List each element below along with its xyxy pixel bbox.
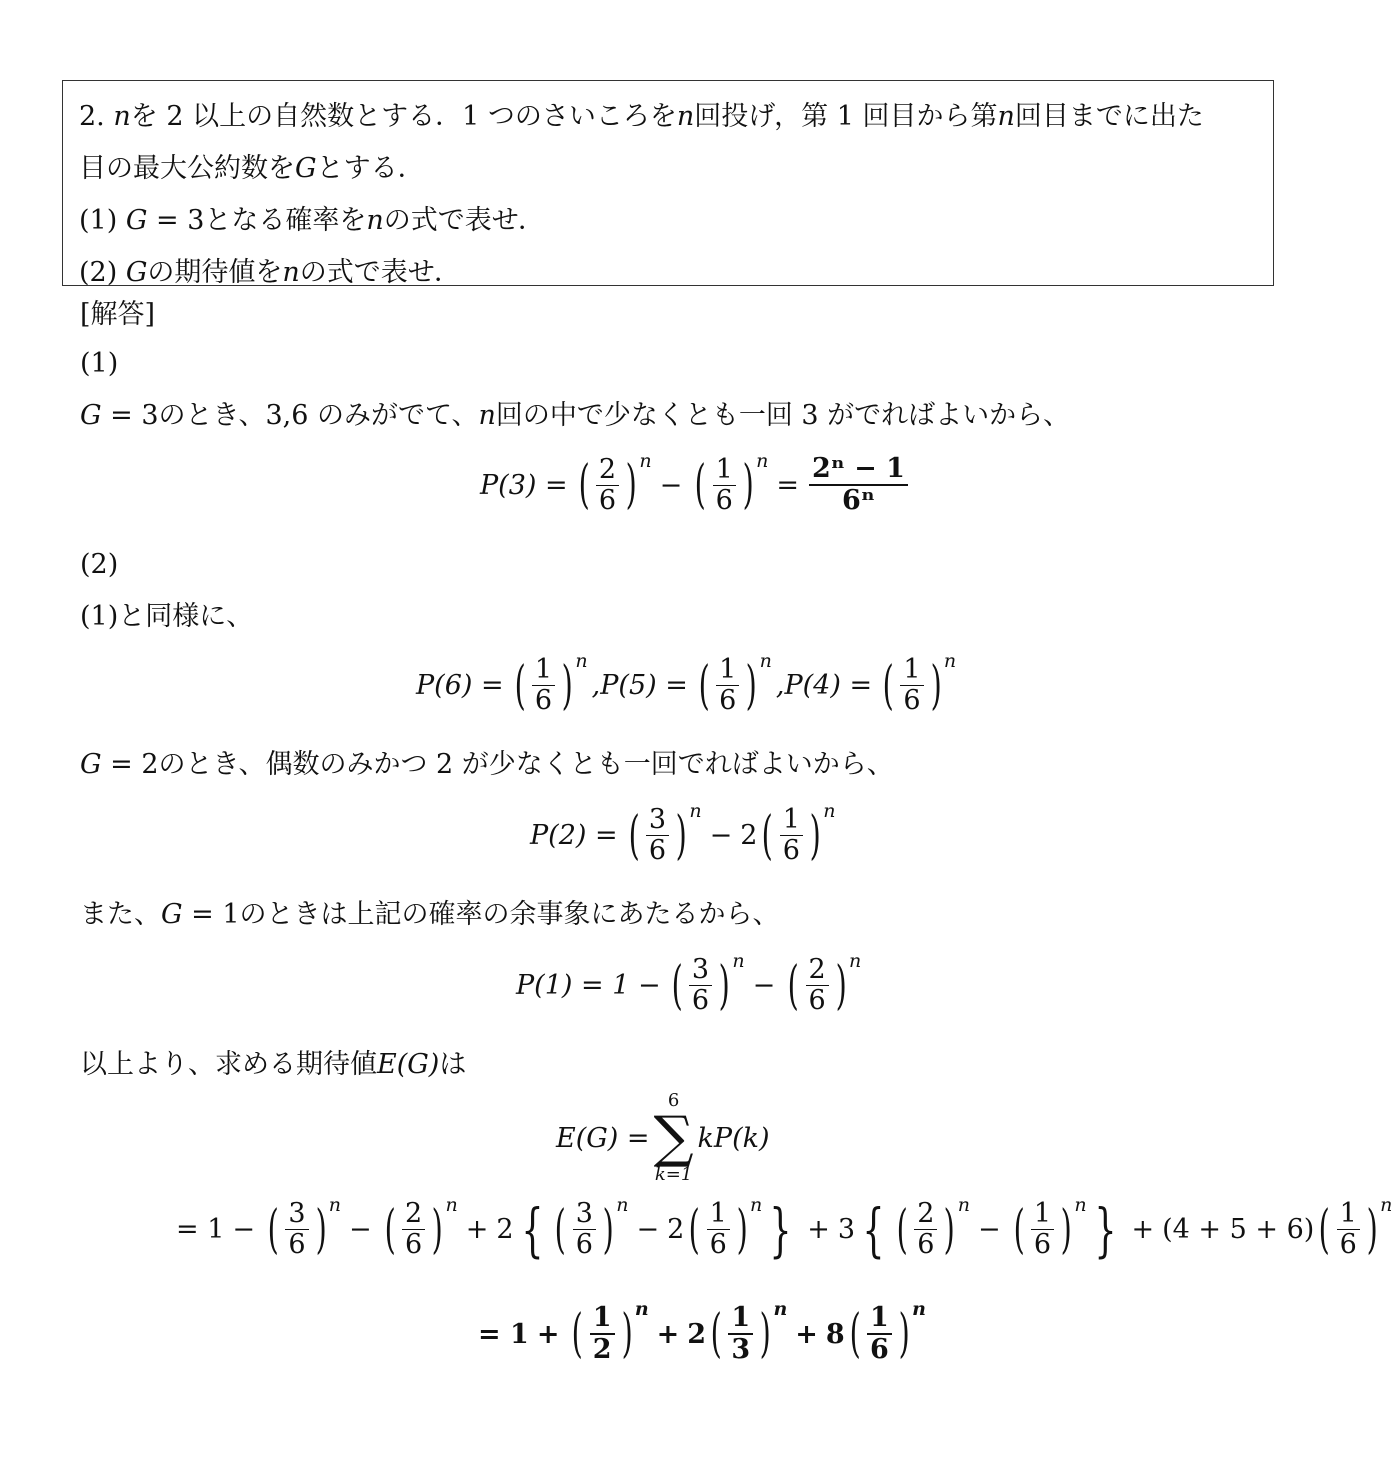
part-2-label: (2) [80,549,119,580]
part-2-intro: (1)と同様に、 [80,601,254,632]
part-1-text: G = 3のとき、3,6 のみがでて、n回の中で少なくとも一回 3 がでればよいから、 [80,400,1071,431]
answer-heading: [解答] [80,299,156,330]
part-1-label: (1) [80,348,119,379]
problem-box [62,80,1274,286]
equation-p3: P(3) = ( $\frac{2}{6}$ ) n − ( $\frac{1}{6}$ ) n = $\frac{\text{2ⁿ − 1}}{\text{6ⁿ}}$ [480,455,910,516]
final-result: = 1 + ( $\frac{1}{2}$ ) n + 2 ( $\frac{1}{3}$ ) n + 8 ( $\frac{1}{6}$ ) n [478,1298,926,1366]
equation-expanded: = 1 − ( $\frac{3}{6}$ ) n − ( $\frac{2}{6}$ ) n + 2 { ( $\frac{3}{6}$ ) n − 2 ( $\frac{1}{6}$ ) n } + 3 { ( $\frac{2}{6}$ ) n − ( $\frac{1}{6}$ ) n } + (4 + 5 + 6) ( $\frac{1}{6}$ ) n [176,1194,1392,1264]
problem-line-1: 2. nを 2 以上の自然数とする．1 つのさいころをn回投げ，第 1 回目から第n回目までに出た [79,101,1204,132]
equation-p1: P(1) = 1 − ( $\frac{3}{6}$ ) n − ( $\frac{2}{6}$ ) n [516,950,862,1017]
question-1: (1) G = 3となる確率をnの式で表せ． [79,205,545,236]
problem-number: 2. [79,101,114,132]
g1-text: また、G = 1のときは上記の確率の余事象にあたるから、 [80,899,780,930]
equation-p6-p5-p4: P(6) = ( $\frac{1}{6}$ ) n ,P(5) = ( $\frac{1}{6}$ ) n ,P(4) = ( $\frac{1}{6}$ ) n [416,650,957,717]
equation-p2: P(2) = ( $\frac{3}{6}$ ) n − 2 ( $\frac{1}{6}$ ) n [530,800,836,867]
expectation-text: 以上より、求める期待値E(G)は [80,1049,467,1080]
g2-text: G = 2のとき、偶数のみかつ 2 が少なくとも一回でればよいから、 [80,749,894,780]
result-1: $\frac{\text{2ⁿ − 1}}{\text{6ⁿ}}$ [809,455,908,516]
summation-sign: 6 ∑ k=1 [653,1090,694,1185]
problem-line-2: 目の最大公約数をGとする． [79,153,425,184]
question-2: (2) Gの期待値をnの式で表せ． [79,257,461,288]
equation-expectation-sum: E(G) = 6 ∑ k=1 kP(k) [556,1090,770,1185]
